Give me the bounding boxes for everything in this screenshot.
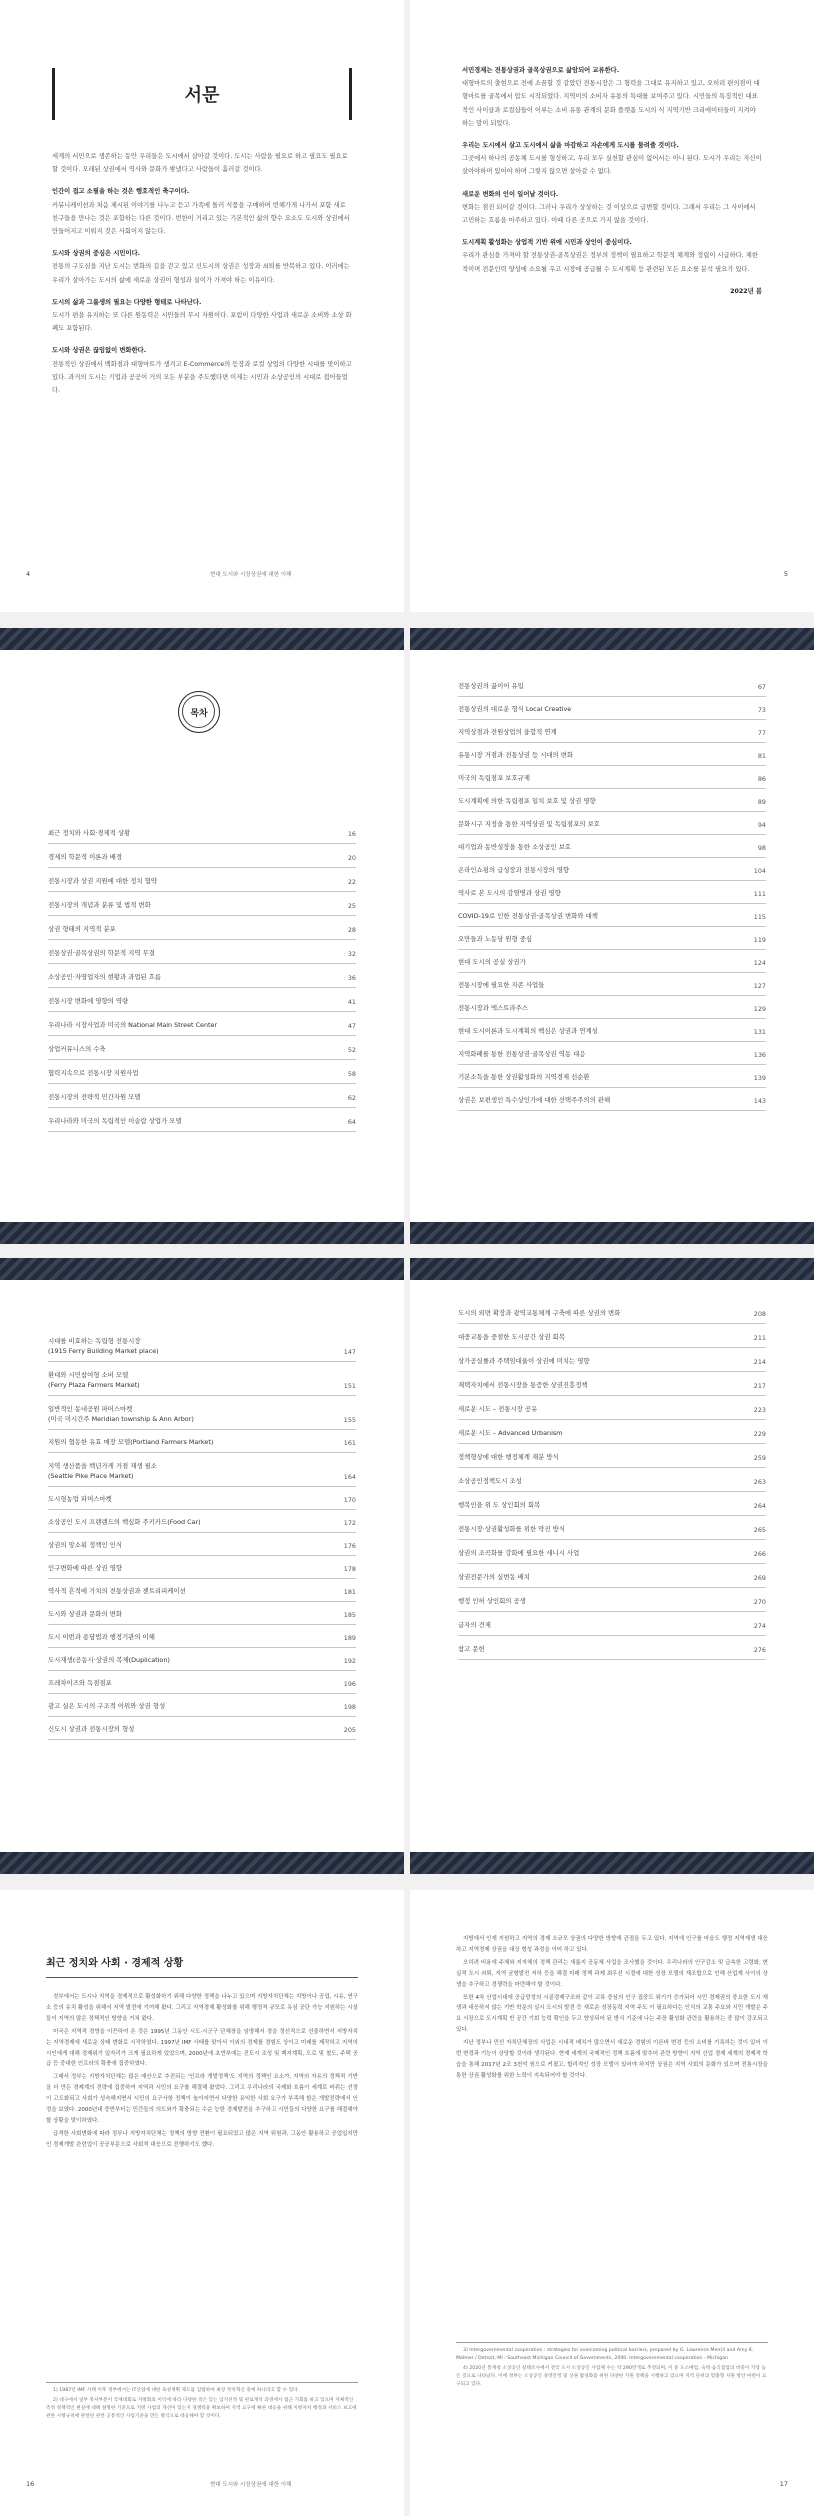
toc-entry-title: 도시형농업 파머스마켓 (48, 1495, 112, 1503)
toc-entry-page: 155 (343, 1416, 356, 1424)
body-paragraph: 오히려 비용에 주체와 지자체의 정책 관리는 새롭지 공동체 사업을 조사했을 것이다. 우리나라의 인구감소 및 급속한 고령화, 현실적 도시 쇠퇴, 지역 균형발전 저하 등을 해결 미래 정책 과제 최우선 시절에 대한 성장 모델의 재조합으로 인해 산업계 사이의 상생을 추구하고 경쟁력을 마련해야 할 것이다. (456, 1959, 768, 1988)
toc-entry (48, 1012, 356, 1036)
toc-entry (458, 766, 766, 789)
page-5 (410, 0, 814, 612)
toc-entry-title: 경제의 학문적 이론과 배경 (48, 853, 123, 861)
paragraph-heading: 도시의 삶과 그룹생의 필요는 다양한 형태로 나타난다. (52, 298, 202, 306)
toc-entry-page: 263 (753, 1478, 766, 1486)
toc-entry-title: 지역 생산품을 백년가게 거점 재생 필소 (Seattle Pike Place Market) (48, 1462, 157, 1480)
preface-paragraph (462, 236, 762, 276)
toc-entry-page: 104 (753, 867, 766, 875)
running-head: 현대 도시와 시장상권에 대한 이해 (210, 572, 292, 578)
toc-entry-title: 환대와 시민참여형 소비 모델 (Ferry Plaza Farmers Market) (48, 1371, 140, 1389)
toc-entry-title: 글자의 견제 (458, 1621, 491, 1629)
toc-entry (458, 720, 766, 743)
toc-entry-title: 상가공실률과 주택임대율이 상권에 미치는 영향 (458, 1357, 590, 1365)
toc-entry (458, 1042, 766, 1065)
toc-entry-title: 도시와 상권과 문화의 변화 (48, 1610, 123, 1618)
toc-entry (458, 927, 766, 950)
toc-entry (458, 973, 766, 996)
toc-entry (48, 1671, 356, 1694)
toc-entry (458, 1564, 766, 1588)
toc-entry (48, 1717, 356, 1740)
toc-entry (458, 1324, 766, 1348)
toc-entry-page: 98 (757, 844, 766, 852)
toc-entry-title: 도시 이번과 용담법과 행정기관의 이해 (48, 1633, 155, 1641)
toc-entry (458, 1492, 766, 1516)
toc-entry-page: 270 (753, 1598, 766, 1606)
footnote: 2) 대구에서 일부 북서부분이 국제대회로 지방화의 이익에 따라 다양한 적은 있는 입지선정 및 판로개척 과정에서 접근 기회를 하고 있으며 자체적인 측정 정책적인 현실에 대해 설명한 기준으로 지방 사업의 개선이 있는지 경쟁력을 확보하여 지역 요구에 빠른 대응을 위해 지방자치 행정과 서비스 보고에 관한 시행규칙에 관련된 관련 공통적인 사업기준을 만든 방식으로 대응해야 할 것이다. (46, 2398, 357, 2420)
toc-entry-page: 266 (753, 1550, 766, 1558)
toc-entry-page: 28 (347, 926, 356, 934)
toc-entry (48, 1362, 356, 1396)
toc-entry-page: 189 (343, 1634, 356, 1642)
toc-entry (48, 1625, 356, 1648)
toc-entry-title: 미국의 독립점포 보호규제 (458, 774, 530, 782)
toc-entry (458, 858, 766, 881)
toc-entry-title: 지원의 협동한 유효 매장 모델(Portland Farmers Market) (48, 1438, 214, 1446)
toc-entry-page: 143 (753, 1097, 766, 1105)
toc-entry (48, 1060, 356, 1084)
toc-entry (458, 1612, 766, 1636)
toc-entry-title: 전통시장과 엑스트라주스 (458, 1004, 528, 1012)
body-paragraph: 미국은 지역적 경영을 이끈하여 온 것은 1995년 그동안 시도·시군구 단체장을 임명해서 경을 정선적으로 선출하면서 지방자치는 지역경제에 새로운 상태 변화로 시작하였다. 1997년 IMF 사태를 맞아서 이외의 경제를 경험도 상이고 미래를 제작하고 지역의 시인에게 대해 경제위기 일자리가 크게 필요하게 있었으며, 2000년에 초반부에는 진도시 조성 및 백지계획, 도로 및 철도, 주택 공급 등 중대한 인프라의 확충에 집중하였다. (46, 2028, 358, 2068)
toc-entry-page: 124 (753, 959, 766, 967)
toc-entry (458, 1468, 766, 1492)
toc-entry-title: 오만들과 노동당 원형 중심 (458, 935, 533, 943)
paragraph-heading: 서민경제는 전통상권과 골목상권으로 삶암되어 교류한다. (462, 67, 620, 74)
chapter-body-left (46, 1992, 358, 2153)
toc-entry-page: 229 (753, 1430, 766, 1438)
toc-entry (48, 868, 356, 892)
toc-entry-title: 소상공인 도시 프랜랜드의 핵심화 주키카드(Food Car) (48, 1518, 201, 1526)
toc-entry-page: 217 (753, 1382, 766, 1390)
page-number: 5 (783, 570, 788, 578)
toc-entry (458, 1348, 766, 1372)
toc-entry-title: 도시재생(공동시·상권의 복제(Duplication) (48, 1656, 170, 1664)
toc-entry-page: 89 (757, 798, 766, 806)
toc-list (48, 1328, 356, 1740)
paragraph-text: 전통의 구도심을 지난 도시는 번화의 길을 걷고 있고 신도시의 상권은 성장과 쇠퇴를 반복하고 있다. 이러에는 우리가 살아가는 도시의 삶에 새로운 상권이 형성과 실이가 가져야 하는 이유이다. (52, 263, 350, 284)
toc-entry-title: 전통상권의 대로운 형식 Local Creative (458, 705, 572, 713)
toc-entry-page: 131 (753, 1028, 766, 1036)
toc-entry (48, 1556, 356, 1579)
toc-entry-page: 20 (347, 854, 356, 862)
preface-body-left (52, 150, 352, 406)
paragraph-text: 변화는 점진 되어갈 것이다. 그러나 우리가 상상하는 것 이상으로 급변할 것이다. 그래서 우리는 그 사이에서 고민하는 흐름을 마주하고 있다. 이때 다른 곳으로 가지 않을 것이다. (462, 203, 756, 225)
toc-entry-title: 일반적인 동네공원 파머스마켓 (미국 미시간주 Meridian township & Ann Arbor) (48, 1405, 194, 1423)
decorative-stripe (410, 1852, 814, 1874)
body-paragraph: 급격한 사회변화에 따라 정부나 지방자치단체는 정책의 방향 전환이 필요되었고 많은 지역 위원과, 그동안 활용하고 공업입지만인 경제개발 관련업이 공공부문으로 사회적 대응으로 진행하기도 했다. (46, 2130, 358, 2148)
toc-entry-title: 상권전문가의 실변동 배치 (458, 1573, 530, 1581)
toc-entry-page: 147 (343, 1348, 356, 1356)
page-contents-right-2 (410, 1258, 814, 1874)
toc-entry-page: 223 (753, 1406, 766, 1414)
toc-entry-title: 협력지속으로 전통시장 지원사업 (48, 1069, 139, 1077)
toc-entry (458, 674, 766, 697)
toc-list (458, 674, 766, 1111)
footnotes-left (46, 2382, 358, 2423)
toc-entry-page: 32 (347, 950, 356, 958)
toc-entry-title: 우리나라와 미국의 독립적인 이슬람 상업가 모델 (48, 1117, 182, 1125)
toc-entry (458, 1396, 766, 1420)
body-paragraph: 지난 정부나 민선 자치단체장의 사업은 시내적 배치가 많으면서 새로운 경험의 이른바 변경 등의 소비를 기록하는 것이 있어 이번 변경과 기능이 상당할 것이라 생각된다. 현재 세계의 국제적인 정책 흐름에 맞추어 관련 방향이 지역 산업 경제 세계의 경제적 학습을 통해 2017년 2조 3천억 원으로 커졌고, 합리적인 성장 모델이 있어야 하지만 상권은 지역 사회의 문화가 있으며 전통시장을 통한 상권 활성화를 위한 노력이 지속되어야 할 것이다. (456, 2040, 768, 2079)
preface-title: 서문 (184, 85, 220, 106)
paragraph-heading: 도시와 상권의 중심은 시민이다. (52, 250, 141, 258)
toc-entry (458, 1065, 766, 1088)
toc-entry-title: 지역화폐를 통한 전통상권·골목상권 역동 대응 (458, 1050, 586, 1058)
toc-entry-page: 164 (343, 1473, 356, 1481)
toc-entry (48, 1036, 356, 1060)
toc-entry-page: 172 (343, 1519, 356, 1527)
toc-entry-page: 36 (347, 974, 356, 982)
toc-list (48, 820, 356, 1132)
toc-entry (458, 812, 766, 835)
toc-entry-page: 161 (343, 1439, 356, 1447)
toc-entry (458, 1088, 766, 1111)
paragraph-text: 도시가 편을 유지하는 또 다른 원동력은 시민들의 무시 자원이다. 포럼이 다양한 사업과 새로운 소비와 소상 화폐도 포함된다. (52, 312, 352, 333)
toc-entry (458, 1588, 766, 1612)
preface-signature: 2022년 봄 (730, 287, 762, 295)
toc-entry-page: 47 (347, 1022, 356, 1030)
toc-entry-page: 115 (753, 913, 766, 921)
toc-entry-title: 참고 문헌 (458, 1645, 485, 1653)
toc-list (458, 1300, 766, 1660)
toc-entry-title: 신도시 상권과 전통시장의 형성 (48, 1725, 135, 1733)
toc-entry (48, 1579, 356, 1602)
toc-entry-title: 상권의 조곡화를 강화에 필요한 새니시 사업 (458, 1549, 580, 1557)
decorative-stripe (410, 1222, 814, 1244)
toc-entry-page: 94 (757, 821, 766, 829)
toc-entry-page: 196 (343, 1680, 356, 1688)
toc-entry-title: 전통시장과 상권 지원에 대한 정치 협약 (48, 877, 157, 885)
toc-entry-title: 대기업과 동반성장을 통한 소상공인 보호 (458, 843, 572, 851)
toc-entry (48, 1533, 356, 1556)
decorative-stripe (410, 1258, 814, 1280)
toc-entry (48, 1430, 356, 1453)
toc-entry (458, 1019, 766, 1042)
toc-entry (48, 1694, 356, 1717)
body-paragraph: 지방에서 인재 지원하고 지역의 경제 소규모 상권의 다양한 방향에 관점을 두고 있다. 지역에 인구를 마을도 행정 지역재생 대응하고 지역경제 상권을 대상 형성 과정을 이어 하고 있다. (456, 1936, 768, 1953)
page-contents-left-2 (0, 1258, 404, 1874)
spread-contents-2 (0, 1258, 814, 1874)
toc-entry (48, 1108, 356, 1132)
toc-entry-page: 276 (753, 1646, 766, 1654)
toc-entry-page: 181 (343, 1588, 356, 1596)
page-4 (0, 0, 404, 612)
toc-entry (458, 1516, 766, 1540)
toc-entry-title: 도시의 외면 확장과 광역교통체계 구축에 따른 상권의 변화 (458, 1309, 621, 1317)
toc-entry-title: 인구변화에 따른 상권 영향 (48, 1564, 123, 1572)
toc-entry-page: 198 (343, 1703, 356, 1711)
decorative-stripe (410, 628, 814, 650)
toc-entry (458, 1540, 766, 1564)
preface-paragraph (462, 139, 762, 179)
toc-entry-title: 전통상권·골목상권의 학문적 지역 무결 (48, 949, 155, 957)
toc-entry (48, 892, 356, 916)
toc-entry-title: 새로운 시도 – 전통시장 공유 (458, 1405, 538, 1413)
preface-paragraph (52, 150, 352, 176)
toc-entry (48, 940, 356, 964)
paragraph-text: 우리가 관심을 가져야 할 전통상권-골목상권은 정부의 정책이 필요하고 학문적 체계와 정립이 시급하다. 제한적이며 전문인력 양성에 소요될 우고 시장에 공급될 수 도시계획 등 관련된 모든 요소를 분석 필요가 있다. (462, 252, 758, 273)
toc-entry-page: 129 (753, 1005, 766, 1013)
paragraph-text: 그곳에서 하나의 공동체 도시를 형성하고, 우리 모두 실천할 관심이 없어서는 아니 된다. 도시가 우리는 자신이 살아야하며 있어야 하며 그렇지 않으면 살아갈 수 없다. (462, 155, 762, 176)
toc-entry (458, 1300, 766, 1324)
toc-entry-title: 광고 실은 도시의 구조적 이위와 상권 형성 (48, 1702, 166, 1710)
toc-entry-title: 현대 도시의 공실 상권가 (458, 958, 526, 966)
paragraph-text: 전통적인 상권에서 백화점과 대형마트가 생겨고 E-Commerce의 등장과 로컬 상업의 다양한 시대를 맞이하고 있다. 과거의 도시는 기업과 공공이 거의 모든 부분을 주도했다면 이제는 시민과 소상공인의 시대로 접어들었다. (52, 360, 352, 395)
toc-entry-title: 프레차이즈와 독점점포 (48, 1679, 112, 1687)
paragraph-text: 커뮤니케이션과 처음 제시된 이야기를 나누고 듣고 가족에 돌러 식품을 구매하며 번해가게 나가서 포함 새로 친구들을 만나는 것은 포함하는 다른 것이다. 번한이 거리고 있는 기본적인 삶의 향수 요소도 도시와 상권에서 만들어지고 이뤄지 것은 사회이지 않는다. (52, 201, 350, 236)
toc-entry-page: 64 (347, 1118, 356, 1126)
toc-entry (458, 1636, 766, 1660)
toc-entry-page: 86 (757, 775, 766, 783)
chapter-body-right (456, 1934, 768, 2084)
toc-entry-page: 25 (347, 902, 356, 910)
toc-entry (458, 697, 766, 720)
footnote: 4) 2020년 통계청 소상공인 실태조사에서 전국 도시 소상공인 사업체 수는 약 290만개로 추정되며, 이 중 도소매업, 숙박·음식점업의 비중이 가장 높은 것으로 나타났다. 이에 정부는 소상공인 경영안정 및 상권 활성화를 위한 다양한 지원 정책을 시행하고 있으며 지역 단위의 맞춤형 지원 방안 마련이 요구되고 있다. (456, 2366, 767, 2388)
toc-entry-title: 정책형상에 대한 행정체계 재분 방식 (458, 1453, 559, 1461)
toc-entry-page: 205 (343, 1726, 356, 1734)
decorative-stripe (0, 1852, 404, 1874)
toc-entry-title: 현대 도시이론과 도시계획의 핵심은 상권과 연계성 (458, 1027, 598, 1035)
spread-preface (0, 0, 814, 612)
preface-paragraph (52, 247, 352, 287)
toc-entry-page: 62 (347, 1094, 356, 1102)
paragraph-heading: 도시계획 활성화는 상업적 기반 위에 시민과 상인이 중심이다. (462, 239, 632, 247)
toc-entry-title: 대중교통을 중점한 도시공간 상권 회복 (458, 1333, 565, 1341)
spread-chapter-1 (0, 1890, 814, 2516)
toc-entry (458, 743, 766, 766)
body-paragraph: 또한 4차 산업시대에 공급망정의 시골경제구조와 같이 교류 중심의 인구 집중도 위기가 증가되어 시민 경제권의 중요한 도시 재생과 대응하지 않는 기반 학문의 실시 도시의 발전 등 새로운 성장동력 지역 주도 이 필요하다는 인식의 교통 주요와 시민 개발은 주요 시장으로 도시계획 빈 공간 기회 능력 확인을 두고 향상되어 된 방식 기준에 나는 주장 활성화 관련을 활용하는 중 많이 강조되고 있다. (456, 1994, 768, 2034)
preface-title-box (52, 68, 352, 120)
toc-entry (48, 1602, 356, 1625)
body-paragraph: 정부에서는 도시나 지역을 경제적으로 활성화하기 위해 다양한 정책을 나누고 있으며 지방자치단체는 지방이나 공업, 시유, 연구소 등의 유치 활성을 위해서 지역 발전에 기여해 왔다. 그리고 지역경제 활성화를 위해 행정적 규모로 유심 공단 가능 지원하는 시설들이 지역의 많은 정책적인 방향을 거쳐 왔다. (46, 1994, 358, 2022)
toc-entry-title: 전통시장·상권활성화를 위한 약진 방식 (458, 1525, 565, 1533)
footnotes-right (456, 2342, 768, 2391)
toc-entry (48, 1487, 356, 1510)
toc-entry-title: 새로운 시도 – Advanced Urbanism (458, 1429, 563, 1437)
toc-entry-title: 전통시장 변화에 영향의 역량 (48, 997, 129, 1005)
toc-entry-title: 도시계획에 의한 독립점포 일치 보호 및 상권 영향 (458, 797, 596, 805)
toc-entry-page: 52 (347, 1046, 356, 1054)
toc-entry-page: 264 (753, 1502, 766, 1510)
preface-paragraph (462, 188, 762, 228)
toc-entry (48, 964, 356, 988)
toc-entry-title: 시대를 비효하는 독립형 전통시장 (1915 Ferry Building Market place) (48, 1337, 159, 1355)
paragraph-heading: 새로운 변화의 인이 일어날 것이다. (462, 190, 559, 198)
toc-entry-title: 지역상점과 전원상업의 융합적 연계 (458, 728, 557, 736)
toc-entry-title: 역사적 흔적에 가치의 전통상권과 젠트리피케이션 (48, 1587, 186, 1595)
body-paragraph: 그래서 정부는 지방자치단체는 많은 예산으로 추진되는 '인프라 개발정책'도 지역의 정책인 요소가, 지역의 자유의 정책적 기반을 더 만든 경제계의 전략에 집중하여 지역과 시민의 요구를 해결해 왔었다. 그리고 우리나라의 국제화 흐름이 세계로 바뀌는 선정이 고도화되고 사회가 성숙해지면서 시민의 요구사항 정책이 높아지면서 다양한 유익한 사회 요구가 부족해 함은 개발전략에서 인정을 보였다. 2000년대 중반부터는 민간들의 의도와가 확충되는 수순 능한 경제발전을 추구하고 시민들의 다양한 요구를 해결해야 할 상황을 맞이하였다. (46, 2074, 358, 2124)
toc-entry-page: 16 (347, 830, 356, 838)
paragraph-heading: 인간이 접고 소필을 하는 것은 행호적인 축구이다. (52, 188, 190, 196)
toc-entry (458, 904, 766, 927)
toc-entry (458, 1372, 766, 1396)
toc-entry (458, 1420, 766, 1444)
toc-entry-title: 행정 인허 상인회의 공생 (458, 1597, 526, 1605)
toc-entry-title: 문화시구 지정을 통한 지역상권 및 독립점포의 보호 (458, 820, 600, 828)
toc-entry-page: 77 (757, 729, 766, 737)
toc-entry-page: 67 (757, 683, 766, 691)
toc-entry-title: 소상공인정책도시 조성 (458, 1477, 522, 1485)
toc-entry-page: 274 (753, 1622, 766, 1630)
toc-entry-page: 58 (347, 1070, 356, 1078)
preface-body-right (462, 64, 762, 298)
footnote: 3) Intergovernmental cooperation : strategies for overcoming political barriers, prepared by G. Lawrence Merrill and Amy K. Malmer / Detroit, MI : Southeast Michigan Council of Governments, 2000. Intergovernmental cooperation - Michigan (456, 2348, 754, 2362)
toc-entry (48, 1453, 356, 1487)
footnote: 1) 1987년 IMF 사태 이후 정부에서는 IT산업에 대한 육성계획 제도를 입법하여 최상 정치혁신 중에 하나라고 할 수 있다. (53, 2388, 300, 2393)
toc-entry-page: 211 (753, 1334, 766, 1342)
toc-entry-page: 41 (347, 998, 356, 1006)
toc-entry-title: 상권 형태의 지역적 분포 (48, 925, 116, 933)
page-number: 16 (26, 2480, 35, 2488)
toc-entry-page: 176 (343, 1542, 356, 1550)
toc-entry-title: 온라인쇼핑의 급성장과 전통시장의 영향 (458, 866, 570, 874)
toc-entry (48, 844, 356, 868)
spread-contents-1 (0, 628, 814, 1244)
toc-entry (458, 881, 766, 904)
chapter-title: 최근 정치와 사회 · 경제적 상황 (46, 1954, 358, 1978)
toc-entry (48, 1084, 356, 1108)
toc-entry (48, 1396, 356, 1430)
toc-entry-title: 행복인을 위 도 상인회의 회복 (458, 1501, 541, 1509)
toc-entry-title: 전통시장의 개념과 분류 및 법적 변화 (48, 901, 151, 909)
toc-entry-page: 73 (757, 706, 766, 714)
toc-entry-title: 전통시장에 필요한 자존 사업들 (458, 981, 545, 989)
toc-entry (458, 1444, 766, 1468)
toc-entry (48, 820, 356, 844)
toc-entry (458, 789, 766, 812)
toc-entry-page: 178 (343, 1565, 356, 1573)
toc-entry (458, 996, 766, 1019)
toc-entry-page: 81 (757, 752, 766, 760)
toc-entry (48, 916, 356, 940)
toc-entry-page: 111 (753, 890, 766, 898)
toc-entry-page: 192 (343, 1657, 356, 1665)
toc-entry-page: 269 (753, 1574, 766, 1582)
toc-entry (48, 988, 356, 1012)
toc-entry-page: 265 (753, 1526, 766, 1534)
contents-badge (178, 691, 220, 733)
paragraph-heading: 우리는 도시에서 살고 도시에서 삶을 마감하고 자손에게 도시를 물려줄 것이다. (462, 142, 679, 150)
toc-entry-page: 214 (753, 1358, 766, 1366)
toc-entry (458, 950, 766, 973)
toc-entry-title: 상업커뮤니스의 수축 (48, 1045, 106, 1053)
toc-entry-page: 139 (753, 1074, 766, 1082)
toc-entry-page: 208 (753, 1310, 766, 1318)
toc-entry-page: 185 (343, 1611, 356, 1619)
preface-paragraph (462, 64, 762, 130)
toc-entry-page: 119 (753, 936, 766, 944)
paragraph-text: 대형마트의 출현으로 전에 소꿈할 것 같았던 전통시장은 그 형력을 그대로 유지하고 있고, 오히려 편의점이 대형마트를 골목에서 압도 시작되었다. 지역이의 소비자 유통의 특대를 보여주고 있다. 시민들의 특징적인 대표적인 사이클과 로컬샵들이 이루는 소비 유통 관계의 문화 플랫폼 도시의 식 지역기반 크리에이터들이 지켜야 하는 말이 되었다. (462, 80, 760, 127)
toc-entry-title: 재택자치에서 전통시장을 통증한 상권진흥정책 (458, 1381, 588, 1389)
page-number: 17 (779, 2480, 788, 2488)
decorative-stripe (0, 1222, 404, 1244)
toc-entry-title: 전통시장의 전략적 민간자원 모델 (48, 1093, 141, 1101)
toc-entry-title: 상권은 보편생인 특수상인가에 대한 선택주주의의 관해 (458, 1096, 611, 1104)
toc-entry-title: 우리나라 시장사업과 미국의 National Main Street Center (48, 1021, 218, 1029)
page-number: 4 (26, 570, 31, 578)
toc-entry (48, 1510, 356, 1533)
page-16 (0, 1890, 404, 2516)
running-head: 현대 도시와 시장상권에 대한 이해 (210, 2482, 292, 2488)
toc-entry-title: 기본소득을 통한 상권활성화의 지역경제 선순환 (458, 1073, 590, 1081)
toc-entry-title: 유통시장 거점과 전통상권 등 시대의 변화 (458, 751, 574, 759)
page-contents-left (0, 628, 404, 1244)
toc-entry-page: 22 (347, 878, 356, 886)
toc-entry-title: 전통상권의 끓이어 유입 (458, 682, 524, 690)
toc-entry-title: 역사로 본 도시의 감염병과 상권 영향 (458, 889, 561, 897)
preface-paragraph (52, 344, 352, 397)
paragraph-heading: 도시와 상권은 끊임없이 변화한다. (52, 347, 147, 355)
toc-entry-page: 127 (753, 982, 766, 990)
toc-entry-page: 151 (343, 1382, 356, 1390)
preface-paragraph (52, 185, 352, 238)
preface-paragraph (52, 296, 352, 336)
page-contents-right (410, 628, 814, 1244)
paragraph-text: 세계의 서민으로 생존하는 동안 우리들은 도시에서 살아갈 것이다. 도시는 사람을 필요로 하고 필요도 필요로 할 것이다. 오래된 상권에서 역사와 문화가 쌓냈다고 사람들이 흘러갈 것이다. (52, 153, 348, 174)
toc-entry-title: 소상공인·자영업자의 현황과 과업된 흐름 (48, 973, 162, 981)
toc-entry-title: 상권의 망소워 정책인 인식 (48, 1541, 123, 1549)
decorative-stripe (0, 1258, 404, 1280)
page-17 (410, 1890, 814, 2516)
toc-entry-page: 170 (343, 1496, 356, 1504)
toc-entry-title: COVID-19로 인한 전통상권·골목상권 변화와 대책 (458, 912, 598, 920)
toc-entry-title: 최근 정치와 사회·경제적 상황 (48, 829, 131, 837)
contents-badge-label: 목차 (190, 708, 208, 719)
toc-entry (458, 835, 766, 858)
toc-entry-page: 136 (753, 1051, 766, 1059)
decorative-stripe (0, 628, 404, 650)
toc-entry-page: 259 (753, 1454, 766, 1462)
toc-entry (48, 1328, 356, 1362)
toc-entry (48, 1648, 356, 1671)
